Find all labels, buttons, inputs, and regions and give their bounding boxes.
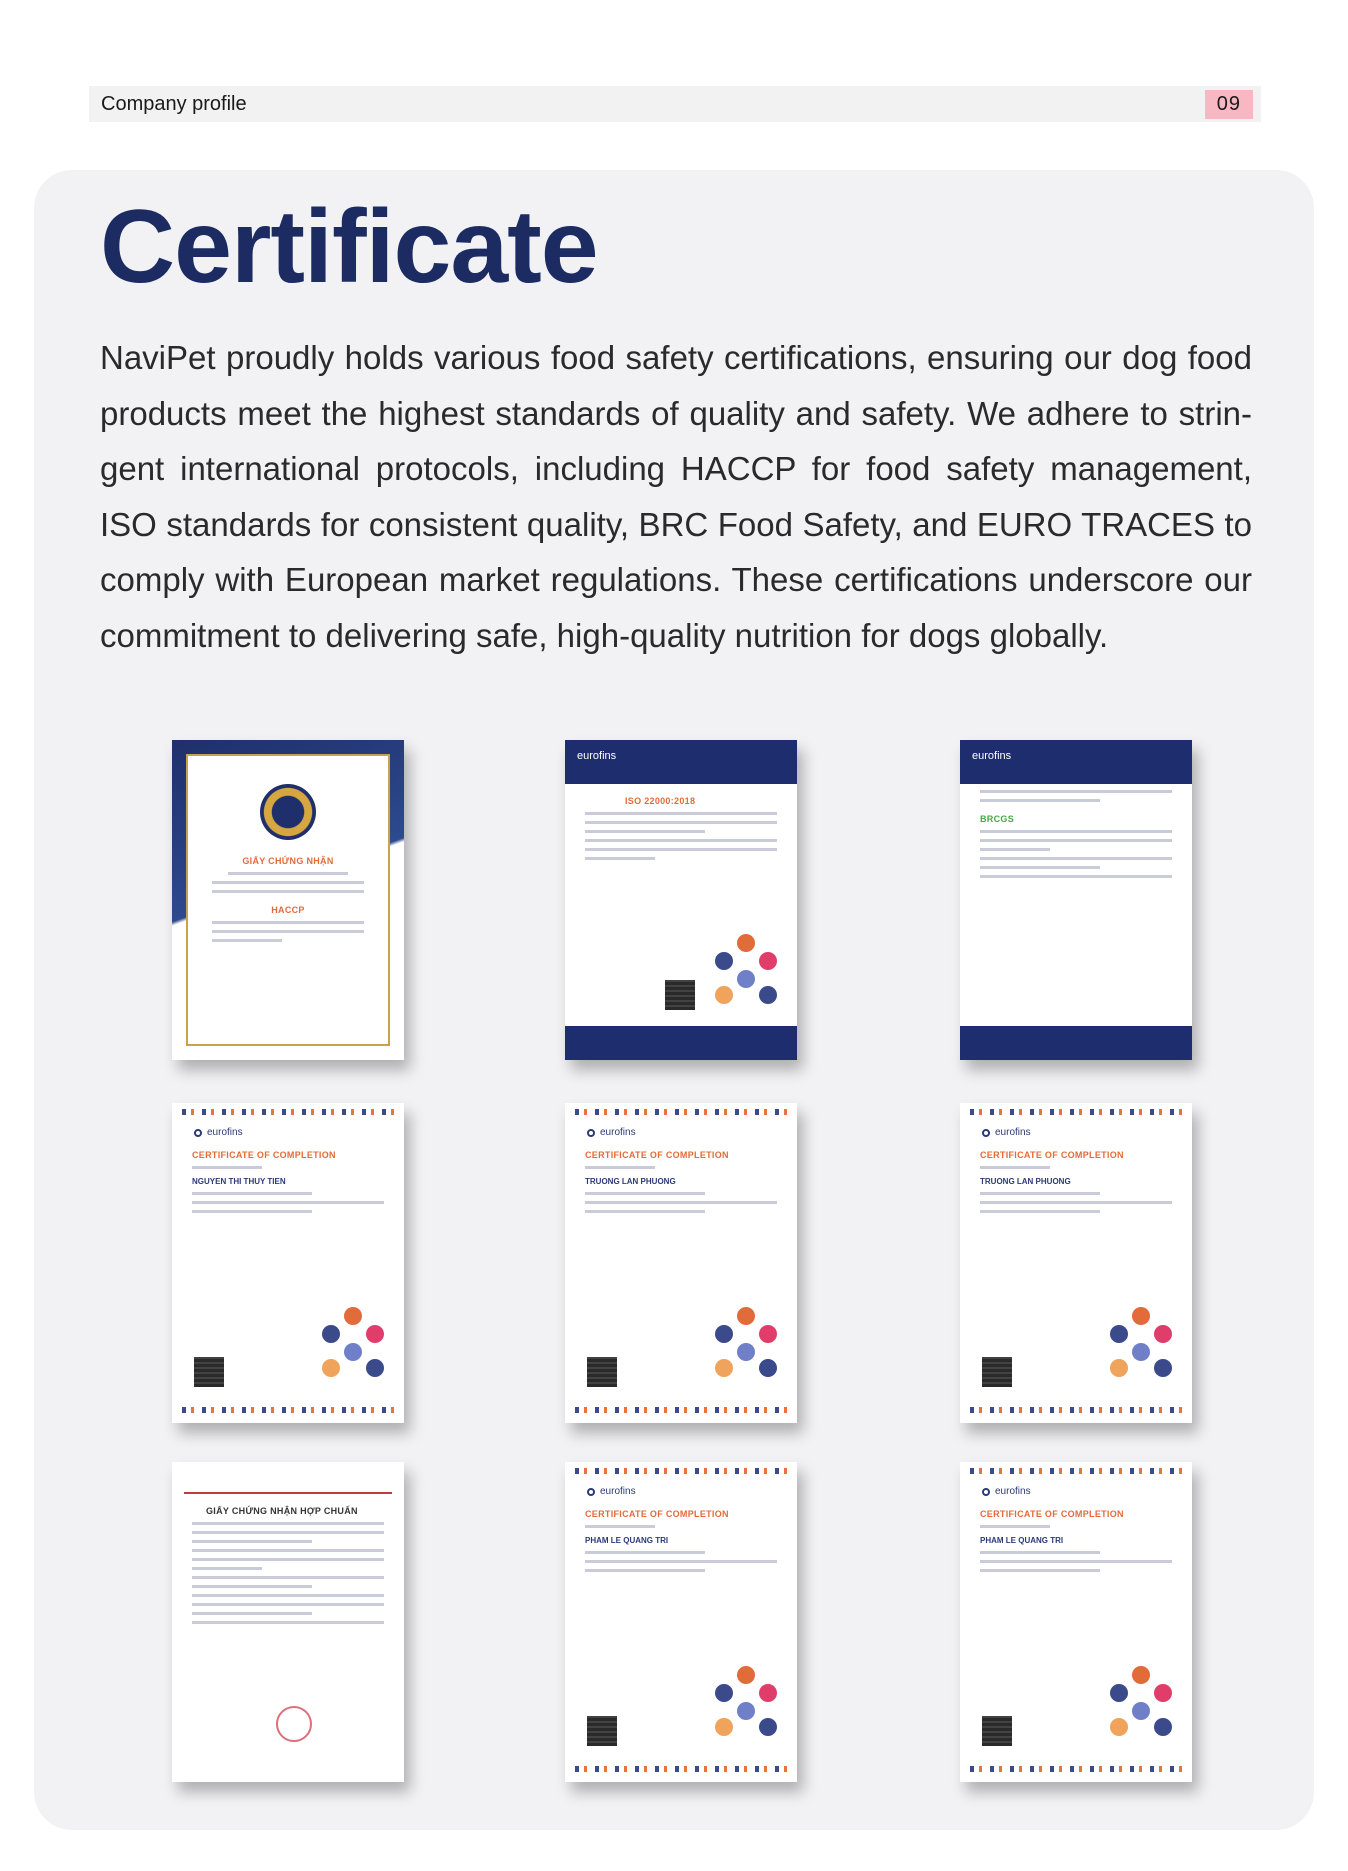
form-header: [184, 1472, 392, 1494]
eurofins-logo-icon: [1102, 1307, 1178, 1383]
eurofins-brand: eurofins: [587, 1127, 797, 1138]
qr-code: [665, 980, 695, 1010]
certificate-frame: [186, 754, 390, 1046]
recipient-name: TRUONG LAN PHUONG: [980, 1177, 1071, 1186]
certificate-heading: CERTIFICATE OF COMPLETION: [192, 1150, 336, 1160]
certificate-heading: BRCGS: [980, 814, 1015, 824]
eurofins-logo-icon: [707, 934, 783, 1010]
eurofins-brand: eurofins: [982, 1486, 1192, 1497]
eurofins-mark-icon: [982, 1488, 990, 1496]
certificate-haccp: [172, 740, 404, 1060]
qr-code: [587, 1357, 617, 1387]
eurofins-logo-icon: [1102, 1666, 1178, 1742]
recipient-name: NGUYEN THI THUY TIEN: [192, 1177, 286, 1186]
certificate-footer: [960, 1026, 1192, 1060]
qr-code: [982, 1357, 1012, 1387]
eurofins-brand: eurofins: [194, 1127, 404, 1138]
certificate-header: [565, 740, 797, 784]
eurofins-brand: eurofins: [587, 1486, 797, 1497]
page-header: [89, 86, 1261, 122]
recipient-name: PHAM LE QUANG TRI: [585, 1536, 669, 1545]
eurofins-logo-icon: [707, 1307, 783, 1383]
certificate-heading: GIẤY CHỨNG NHẬN: [242, 856, 334, 866]
certificate-iso: [565, 740, 797, 1060]
certificate-heading: CERTIFICATE OF COMPLETION: [585, 1150, 729, 1160]
eurofins-brand: eurofins: [577, 750, 617, 762]
certificate-heading: CERTIFICATE OF COMPLETION: [980, 1150, 1124, 1160]
certificate-heading: CERTIFICATE OF COMPLETION: [585, 1509, 729, 1519]
certificate-subheading: HACCP: [271, 905, 305, 915]
eurofins-brand: eurofins: [972, 750, 1012, 762]
eurofins-logo-icon: [314, 1307, 390, 1383]
certificate-brc: [960, 740, 1192, 1060]
recipient-name: TRUONG LAN PHUONG: [585, 1177, 676, 1186]
eurofins-mark-icon: [587, 1129, 595, 1137]
certificate-completion: [565, 1462, 797, 1782]
eurofins-brand: eurofins: [982, 1127, 1192, 1138]
stamp-icon: [276, 1706, 312, 1742]
seal-icon: [260, 784, 316, 840]
eurofins-mark-icon: [587, 1488, 595, 1496]
intro-paragraph: NaviPet proudly holds various food safety certifications, ensuring our dog food products meet the highest standards of quality and safety. We adhere to strin-gent international protocols, including HACCP for food safety management, ISO standards for consistent quality, BRC Food Safety, and EURO TRACES to comply with European market regulations. These certifications underscore our commitment to delivering safe, high-quality nutrition for dogs globally.: [100, 339, 1252, 654]
section-label: Company profile: [101, 92, 247, 115]
certificate-footer: [565, 1026, 797, 1060]
certificate-completion: [960, 1103, 1192, 1423]
certificate-header: [960, 740, 1192, 784]
certificate-completion: [172, 1103, 404, 1423]
page-title: Certificate: [100, 189, 598, 305]
certificate-heading: CERTIFICATE OF COMPLETION: [980, 1509, 1124, 1519]
qr-code: [982, 1716, 1012, 1746]
qr-code: [194, 1357, 224, 1387]
page-number-badge: 09: [1205, 90, 1253, 119]
qr-code: [587, 1716, 617, 1746]
certificate-completion: [960, 1462, 1192, 1782]
recipient-name: PHAM LE QUANG TRI: [980, 1536, 1064, 1545]
eurofins-logo-icon: [707, 1666, 783, 1742]
eurofins-mark-icon: [982, 1129, 990, 1137]
certificate-completion: [565, 1103, 797, 1423]
certificate-heading: GIẤY CHỨNG NHẬN HỢP CHUẨN: [206, 1506, 358, 1516]
certificate-heading: ISO 22000:2018: [625, 796, 696, 806]
certificate-conformity: [172, 1462, 404, 1782]
eurofins-mark-icon: [194, 1129, 202, 1137]
